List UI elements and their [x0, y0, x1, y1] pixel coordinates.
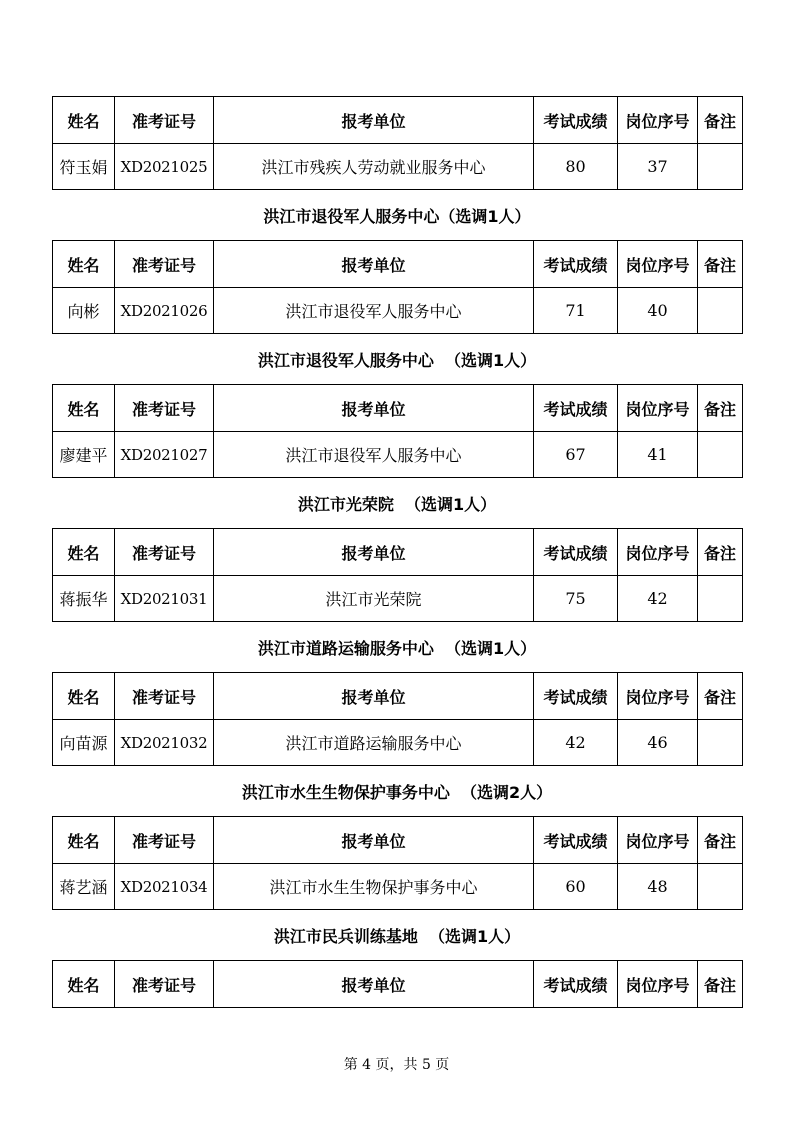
table-row [53, 288, 743, 334]
cell-unit: 洪江市退役军人服务中心 [214, 288, 534, 334]
header-post-no: 岗位序号 [618, 673, 698, 720]
cell-remark [698, 576, 743, 622]
cell-score: 67 [534, 432, 618, 478]
table-header-row [53, 961, 743, 1008]
results-table [52, 816, 743, 910]
table-row [53, 864, 743, 910]
section-title: 洪江市水生生物保护事务中心 （选调2人） [241, 783, 553, 802]
results-table [52, 384, 743, 478]
header-unit: 报考单位 [214, 241, 534, 288]
cell-post-no: 42 [618, 576, 698, 622]
cell-name: 蒋振华 [53, 576, 115, 622]
cell-exam-id: XD2021031 [115, 576, 214, 622]
header-score: 考试成绩 [534, 673, 618, 720]
cell-post-no: 37 [618, 144, 698, 190]
header-post-no: 岗位序号 [618, 961, 698, 1008]
header-score: 考试成绩 [534, 817, 618, 864]
table-header-row [53, 97, 743, 144]
header-name: 姓名 [53, 817, 115, 864]
results-table [52, 672, 743, 766]
header-remark: 备注 [698, 673, 743, 720]
table-header-row [53, 673, 743, 720]
table-row [53, 720, 743, 766]
header-exam-id: 准考证号 [115, 241, 214, 288]
results-table [52, 528, 743, 622]
cell-remark [698, 432, 743, 478]
cell-name: 向彬 [53, 288, 115, 334]
cell-remark [698, 720, 743, 766]
header-exam-id: 准考证号 [115, 529, 214, 576]
header-post-no: 岗位序号 [618, 97, 698, 144]
cell-exam-id: XD2021025 [115, 144, 214, 190]
header-score: 考试成绩 [534, 385, 618, 432]
header-score: 考试成绩 [534, 961, 618, 1008]
cell-name: 符玉娟 [53, 144, 115, 190]
cell-unit: 洪江市水生生物保护事务中心 [214, 864, 534, 910]
header-unit: 报考单位 [214, 961, 534, 1008]
header-post-no: 岗位序号 [618, 385, 698, 432]
header-unit: 报考单位 [214, 817, 534, 864]
table-header-row [53, 529, 743, 576]
cell-post-no: 40 [618, 288, 698, 334]
cell-score: 75 [534, 576, 618, 622]
section-title: 洪江市退役军人服务中心 （选调1人） [257, 351, 537, 370]
header-exam-id: 准考证号 [115, 673, 214, 720]
cell-name: 蒋艺涵 [53, 864, 115, 910]
cell-post-no: 41 [618, 432, 698, 478]
header-post-no: 岗位序号 [618, 529, 698, 576]
header-unit: 报考单位 [214, 97, 534, 144]
header-post-no: 岗位序号 [618, 241, 698, 288]
header-exam-id: 准考证号 [115, 961, 214, 1008]
header-name: 姓名 [53, 385, 115, 432]
results-table [52, 960, 743, 1008]
cell-exam-id: XD2021027 [115, 432, 214, 478]
header-post-no: 岗位序号 [618, 817, 698, 864]
page-footer: 第 4 页，共 5 页 [343, 1057, 450, 1073]
cell-name: 廖建平 [53, 432, 115, 478]
header-exam-id: 准考证号 [115, 817, 214, 864]
header-score: 考试成绩 [534, 97, 618, 144]
cell-score: 42 [534, 720, 618, 766]
results-table [52, 96, 743, 190]
header-unit: 报考单位 [214, 529, 534, 576]
cell-remark [698, 288, 743, 334]
table-row [53, 144, 743, 190]
section-title: 洪江市道路运输服务中心 （选调1人） [257, 639, 537, 658]
cell-exam-id: XD2021032 [115, 720, 214, 766]
header-remark: 备注 [698, 97, 743, 144]
cell-exam-id: XD2021026 [115, 288, 214, 334]
header-name: 姓名 [53, 241, 115, 288]
header-name: 姓名 [53, 961, 115, 1008]
section-title: 洪江市民兵训练基地 （选调1人） [273, 927, 521, 946]
results-table [52, 240, 743, 334]
table-header-row [53, 241, 743, 288]
cell-score: 80 [534, 144, 618, 190]
header-remark: 备注 [698, 961, 743, 1008]
header-remark: 备注 [698, 817, 743, 864]
header-remark: 备注 [698, 241, 743, 288]
header-exam-id: 准考证号 [115, 97, 214, 144]
cell-post-no: 48 [618, 864, 698, 910]
header-remark: 备注 [698, 385, 743, 432]
cell-unit: 洪江市退役军人服务中心 [214, 432, 534, 478]
section-title: 洪江市光荣院 （选调1人） [297, 495, 497, 514]
header-exam-id: 准考证号 [115, 385, 214, 432]
table-header-row [53, 817, 743, 864]
header-score: 考试成绩 [534, 529, 618, 576]
section-title: 洪江市退役军人服务中心（选调1人） [263, 207, 531, 226]
cell-remark [698, 144, 743, 190]
header-name: 姓名 [53, 97, 115, 144]
header-score: 考试成绩 [534, 241, 618, 288]
cell-unit: 洪江市道路运输服务中心 [214, 720, 534, 766]
header-unit: 报考单位 [214, 385, 534, 432]
table-row [53, 576, 743, 622]
cell-exam-id: XD2021034 [115, 864, 214, 910]
cell-unit: 洪江市残疾人劳动就业服务中心 [214, 144, 534, 190]
cell-score: 60 [534, 864, 618, 910]
cell-post-no: 46 [618, 720, 698, 766]
table-header-row [53, 385, 743, 432]
header-remark: 备注 [698, 529, 743, 576]
header-name: 姓名 [53, 673, 115, 720]
table-row [53, 432, 743, 478]
header-unit: 报考单位 [214, 673, 534, 720]
cell-name: 向苗源 [53, 720, 115, 766]
cell-score: 71 [534, 288, 618, 334]
header-name: 姓名 [53, 529, 115, 576]
cell-unit: 洪江市光荣院 [214, 576, 534, 622]
cell-remark [698, 864, 743, 910]
